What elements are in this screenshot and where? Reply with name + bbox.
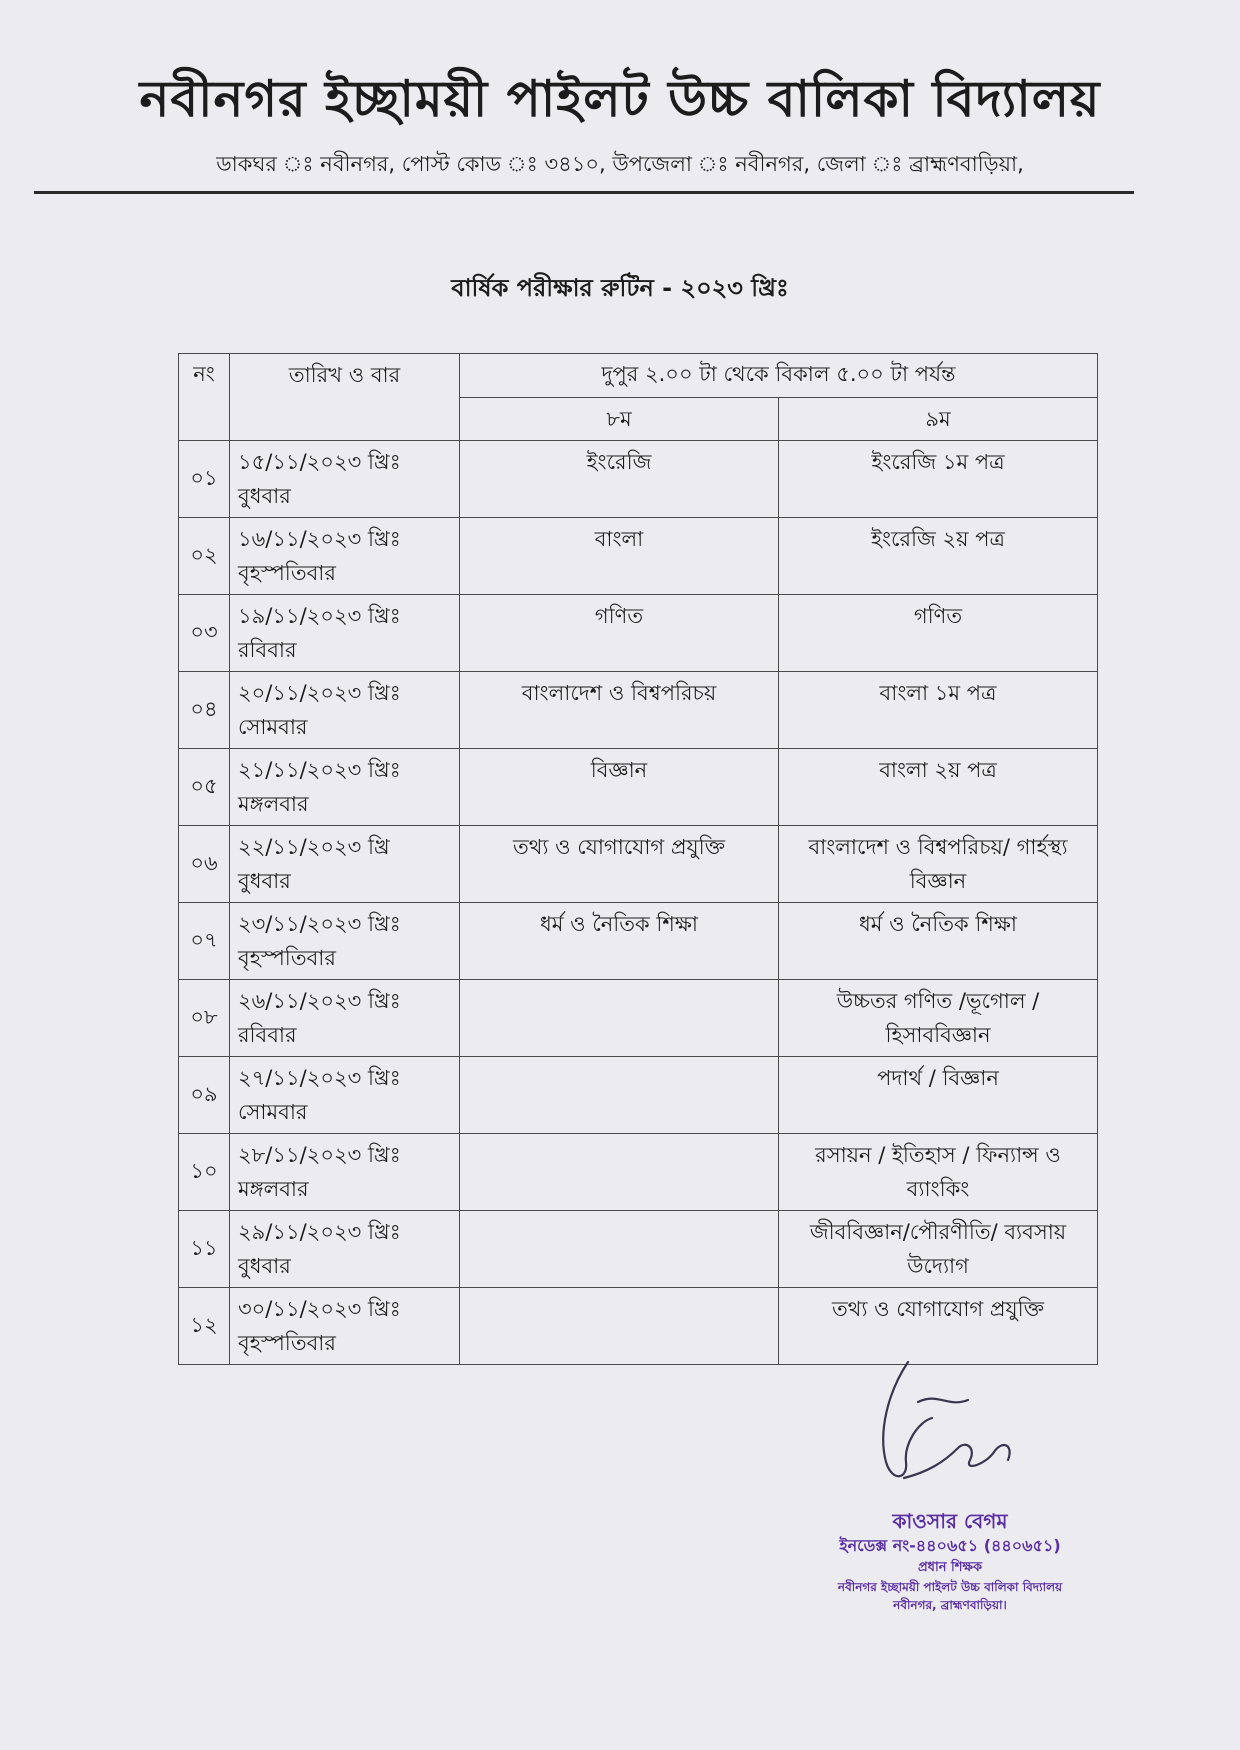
table-row xyxy=(179,518,1098,595)
seal-index: ইনডেক্স নং-৪৪০৬৫১ (৪৪০৬৫১) xyxy=(839,1536,1061,1555)
row-day: বুধবার xyxy=(238,1254,291,1278)
row-date: ২৬/১১/২০২৩ খ্রিঃ xyxy=(238,989,401,1013)
row-date: ২১/১১/২০২৩ খ্রিঃ xyxy=(238,758,401,782)
row-class9-subject: বাংলা ২য় পত্র xyxy=(779,749,1098,826)
row-day: বুধবার xyxy=(238,869,291,893)
row-class9-subject: ইংরেজি ১ম পত্র xyxy=(779,441,1098,518)
row-no: ০৩ xyxy=(179,595,230,672)
headteacher-seal xyxy=(780,1508,1120,1614)
row-class9-subject: জীববিজ্ঞান/পৌরণীতি/ ব্যবসায় উদ্যোগ xyxy=(779,1211,1098,1288)
row-class9-subject: উচ্চতর গণিত /ভূগোল / হিসাববিজ্ঞান xyxy=(779,980,1098,1057)
row-class8-subject: ধর্ম ও নৈতিক শিক্ষা xyxy=(460,903,779,980)
row-no: ১২ xyxy=(179,1288,230,1365)
row-date: ২৯/১১/২০২৩ খ্রিঃ xyxy=(238,1220,401,1244)
row-date: ১৬/১১/২০২৩ খ্রিঃ xyxy=(238,527,401,551)
row-class9-subject: ধর্ম ও নৈতিক শিক্ষা xyxy=(779,903,1098,980)
row-no: ০১ xyxy=(179,441,230,518)
row-date: ৩০/১১/২০২৩ খ্রিঃ xyxy=(238,1297,401,1321)
row-no: ১০ xyxy=(179,1134,230,1211)
row-no: ০৪ xyxy=(179,672,230,749)
row-class8-subject xyxy=(460,1057,779,1134)
school-name: নবীনগর ইচ্ছাময়ী পাইলট উচ্চ বালিকা বিদ্যালয় xyxy=(139,70,1101,128)
row-day: বৃহস্পতিবার xyxy=(238,561,336,585)
header-date: তারিখ ও বার xyxy=(230,354,460,441)
row-date: ২২/১১/২০২৩ খ্রি xyxy=(238,835,390,859)
row-date: ১৫/১১/২০২৩ খ্রিঃ xyxy=(238,450,401,474)
row-date-day xyxy=(230,1134,460,1211)
row-day: সোমবার xyxy=(238,715,308,739)
row-no: ০৫ xyxy=(179,749,230,826)
row-no: ০৬ xyxy=(179,826,230,903)
row-date-day xyxy=(230,672,460,749)
row-day: সোমবার xyxy=(238,1100,308,1124)
row-date-day xyxy=(230,1288,460,1365)
routine-table xyxy=(178,353,1098,1365)
row-class8-subject xyxy=(460,980,779,1057)
table-row xyxy=(179,1211,1098,1288)
row-date: ২৮/১১/২০২৩ খ্রিঃ xyxy=(238,1143,401,1167)
row-date-day xyxy=(230,595,460,672)
seal-name: কাওসার বেগম xyxy=(892,1509,1008,1533)
row-day: রবিবার xyxy=(238,1023,297,1047)
table-row xyxy=(179,1057,1098,1134)
header-divider xyxy=(34,191,1134,194)
seal-designation: প্রধান শিক্ষক xyxy=(917,1560,983,1575)
row-class9-subject: গণিত xyxy=(779,595,1098,672)
table-header-row xyxy=(179,354,1098,398)
row-day: বৃহস্পতিবার xyxy=(238,946,336,970)
row-no: ০২ xyxy=(179,518,230,595)
row-date-day xyxy=(230,826,460,903)
row-class9-subject: বাংলাদেশ ও বিশ্বপরিচয়/ গার্হস্থ্য বিজ্ঞান xyxy=(779,826,1098,903)
row-day: বুধবার xyxy=(238,484,291,508)
row-class9-subject: পদার্থ / বিজ্ঞান xyxy=(779,1057,1098,1134)
row-class9-subject: তথ্য ও যোগাযোগ প্রযুক্তি xyxy=(779,1288,1098,1365)
table-row xyxy=(179,980,1098,1057)
row-class8-subject: বিজ্ঞান xyxy=(460,749,779,826)
row-class8-subject: বাংলাদেশ ও বিশ্বপরিচয় xyxy=(460,672,779,749)
row-class8-subject: গণিত xyxy=(460,595,779,672)
row-date-day xyxy=(230,441,460,518)
row-date-day xyxy=(230,518,460,595)
row-class8-subject xyxy=(460,1288,779,1365)
school-address: ডাকঘর ঃ নবীনগর, পোস্ট কোড ঃ ৩৪১০, উপজেলা ঃ নবীনগর, জেলা ঃ ব্রাহ্মণবাড়িয়া, xyxy=(216,152,1024,176)
row-date: ২৭/১১/২০২৩ খ্রিঃ xyxy=(238,1066,401,1090)
row-class9-subject: বাংলা ১ম পত্র xyxy=(779,672,1098,749)
row-day: রবিবার xyxy=(238,638,297,662)
row-date: ২৩/১১/২০২৩ খ্রিঃ xyxy=(238,912,401,936)
header-time: দুপুর ২.০০ টা থেকে বিকাল ৫.০০ টা পর্যন্ত xyxy=(460,354,1098,398)
row-date-day xyxy=(230,903,460,980)
row-date: ২০/১১/২০২৩ খ্রিঃ xyxy=(238,681,401,705)
table-row xyxy=(179,1134,1098,1211)
table-row xyxy=(179,749,1098,826)
row-no: ০৮ xyxy=(179,980,230,1057)
row-day: বৃহস্পতিবার xyxy=(238,1331,336,1355)
table-row xyxy=(179,595,1098,672)
row-no: ০৯ xyxy=(179,1057,230,1134)
row-no: ০৭ xyxy=(179,903,230,980)
table-row xyxy=(179,826,1098,903)
header-class8: ৮ম xyxy=(460,398,779,441)
row-class8-subject xyxy=(460,1211,779,1288)
table-row xyxy=(179,441,1098,518)
row-date-day xyxy=(230,1211,460,1288)
row-date: ১৯/১১/২০২৩ খ্রিঃ xyxy=(238,604,401,628)
row-class8-subject: বাংলা xyxy=(460,518,779,595)
header-class9: ৯ম xyxy=(779,398,1098,441)
row-date-day xyxy=(230,1057,460,1134)
table-row xyxy=(179,903,1098,980)
seal-place: নবীনগর, ব্রাহ্মণবাড়িয়া। xyxy=(893,1598,1007,1612)
row-class9-subject: রসায়ন / ইতিহাস / ফিন্যান্স ও ব্যাংকিং xyxy=(779,1134,1098,1211)
row-day: মঙ্গলবার xyxy=(238,792,309,816)
row-class8-subject: তথ্য ও যোগাযোগ প্রযুক্তি xyxy=(460,826,779,903)
row-day: মঙ্গলবার xyxy=(238,1177,309,1201)
headteacher-signature xyxy=(848,1352,1028,1502)
seal-institution: নবীনগর ইচ্ছাময়ী পাইলট উচ্চ বালিকা বিদ্যালয় xyxy=(837,1580,1063,1594)
routine-title: বার্ষিক পরীক্ষার রুটিন - ২০২৩ খ্রিঃ xyxy=(451,274,789,302)
row-no: ১১ xyxy=(179,1211,230,1288)
row-date-day xyxy=(230,749,460,826)
row-class8-subject xyxy=(460,1134,779,1211)
row-date-day xyxy=(230,980,460,1057)
row-class9-subject: ইংরেজি ২য় পত্র xyxy=(779,518,1098,595)
row-class8-subject: ইংরেজি xyxy=(460,441,779,518)
table-row xyxy=(179,672,1098,749)
header-no: নং xyxy=(179,354,230,441)
